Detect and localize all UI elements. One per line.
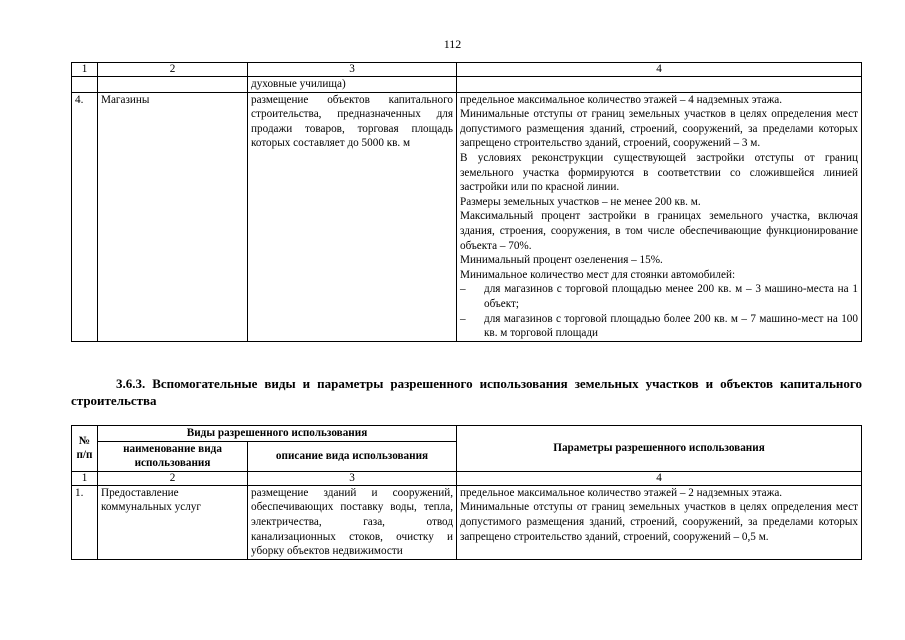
parameter-line: Минимальные отступы от границ земельных участков в целях определения мест допустимого размещения зданий, строений, сооружений, за пределами которых запрещено строительство зданий, строений, сооружений – 3 м. xyxy=(460,108,858,150)
bottom-table xyxy=(71,425,862,560)
use-description: размещение зданий и сооружений, обеспечивающих поставку воды, тепла, электричества, газа, отвод канализационных стоков, очистку и уборку объектов недвижимости xyxy=(248,485,457,559)
empty-cell xyxy=(457,77,862,93)
section-heading: 3.6.3. Вспомогательные виды и параметры разрешенного использования земельных участков и объектов капитального строительства xyxy=(71,376,862,408)
empty-cell xyxy=(98,77,248,93)
top-table xyxy=(71,62,862,342)
parameter-line: предельное максимальное количество этажей – 2 надземных этажа. xyxy=(460,486,783,499)
use-description: размещение объектов капитального строительства, предназначенных для продажи товаров, торговая площадь которых составляет до 5000 кв. м xyxy=(248,92,457,341)
dash-bullet: – xyxy=(460,283,466,296)
parameter-line: Минимальные отступы от границ земельных участков в целях определения мест допустимого размещения зданий, строений, сооружений, за пределами которых запрещено строительство зданий, строений, сооружений – 0,5 м. xyxy=(460,501,858,543)
use-parameters xyxy=(457,485,862,559)
use-name: Предоставление коммунальных услуг xyxy=(98,485,248,559)
parameter-line: Максимальный процент застройки в границах земельного участка, включая здания, строения, сооружения, в том числе обеспечивающие функционирование объекта – 70%. xyxy=(460,210,858,252)
column-number-row xyxy=(72,63,862,77)
row-number: 1. xyxy=(72,485,98,559)
table-row xyxy=(72,92,862,341)
parameter-line: В условиях реконструкции существующей застройки отступы от границ земельного участка формируются в соответствии со сложившейся линией застройки или по красной линии. xyxy=(460,151,858,194)
list-item-text: для магазинов с торговой площадью более 200 кв. м – 7 машино-мест на 100 кв. м торговой площади xyxy=(484,312,858,340)
list-item xyxy=(460,282,858,311)
list-item xyxy=(460,312,858,341)
row-number: 4. xyxy=(72,92,98,341)
column-number: 3 xyxy=(248,471,457,485)
column-number: 4 xyxy=(457,63,862,77)
use-name: Магазины xyxy=(98,92,248,341)
column-number: 4 xyxy=(457,471,862,485)
column-number: 2 xyxy=(98,63,248,77)
column-number: 1 xyxy=(72,471,98,485)
header-row xyxy=(72,426,862,442)
parameter-line: Размеры земельных участков – не менее 200 кв. м. xyxy=(460,195,701,208)
parameter-line: Минимальное количество мест для стоянки автомобилей: xyxy=(460,268,736,281)
header-group: Виды разрешенного использования xyxy=(98,426,457,442)
parameter-line: Минимальный процент озеленения – 15%. xyxy=(460,254,663,267)
continuation-text: духовные училища) xyxy=(248,77,457,93)
list-item-text: для магазинов с торговой площадью менее 200 кв. м – 3 машино-места на 1 объект; xyxy=(484,283,858,310)
parameter-line: предельное максимальное количество этажей – 4 надземных этажа. xyxy=(460,93,783,106)
header-description: описание вида использования xyxy=(248,441,457,471)
column-number: 1 xyxy=(72,63,98,77)
header-number: № п/п xyxy=(72,426,98,472)
dash-bullet: – xyxy=(460,312,466,325)
page-number: 112 xyxy=(443,37,462,51)
table-row xyxy=(72,485,862,559)
header-parameters: Параметры разрешенного использования xyxy=(457,426,862,472)
header-name: наименование вида использования xyxy=(98,441,248,471)
column-number-row xyxy=(72,471,862,485)
column-number: 3 xyxy=(248,63,457,77)
column-number: 2 xyxy=(98,471,248,485)
use-parameters xyxy=(457,92,862,341)
empty-cell xyxy=(72,77,98,93)
continuation-row xyxy=(72,77,862,93)
